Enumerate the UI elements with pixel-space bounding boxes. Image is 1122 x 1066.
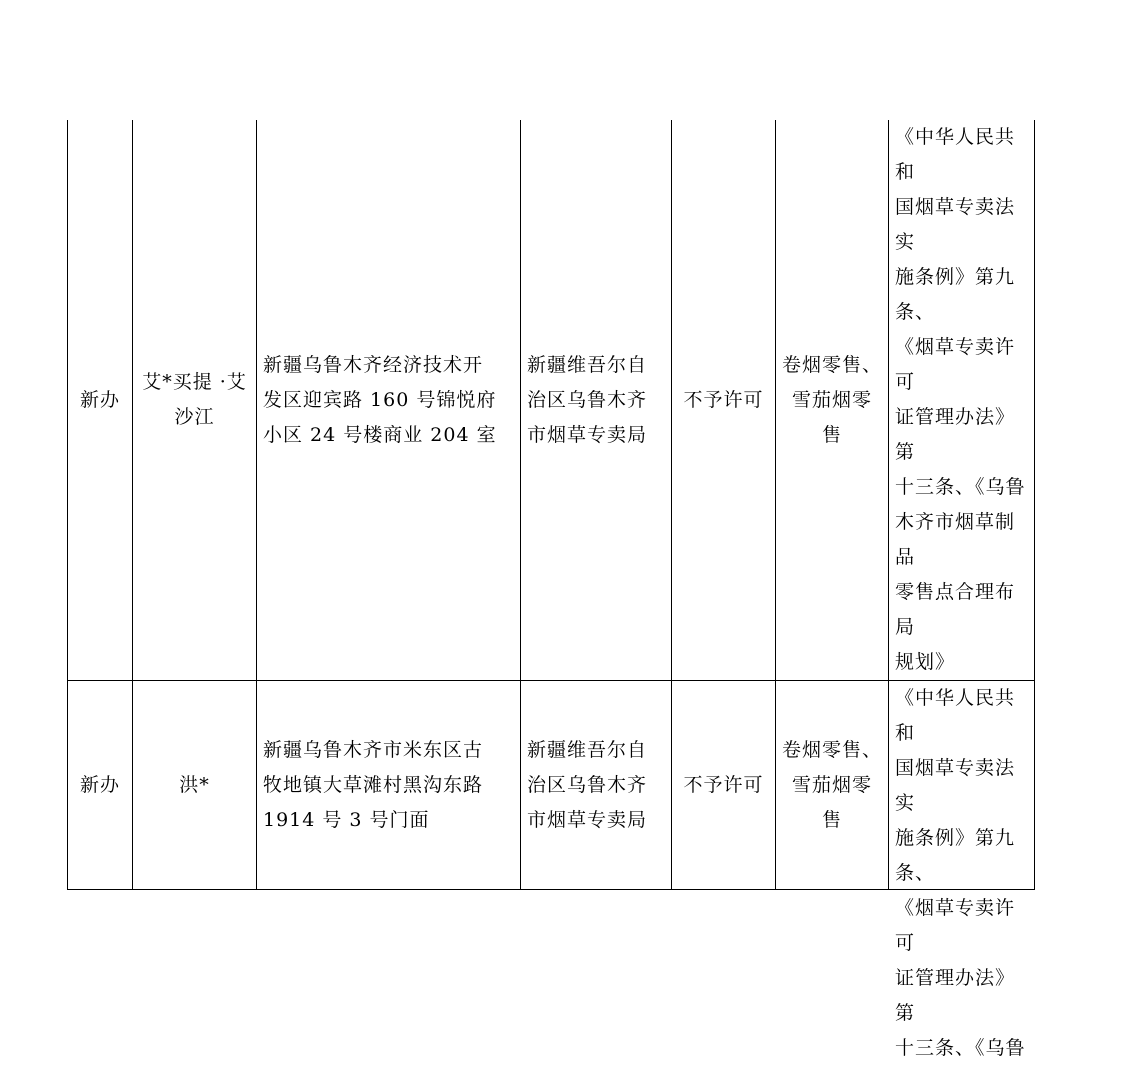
business-address-cell (257, 120, 521, 681)
issuing-authority: 新疆维吾尔自 治区乌鲁木齐 市烟草专卖局 (527, 738, 648, 831)
table-row (68, 120, 1035, 681)
applicant-name: 艾*买提 ·艾 沙江 (142, 371, 247, 428)
applicant-name-cell (133, 681, 257, 890)
application-type-cell (68, 681, 133, 890)
business-address-cell (257, 681, 521, 890)
business-scope: 卷烟零售、 雪茄烟零 售 (782, 353, 883, 446)
decision: 不予许可 (683, 388, 764, 411)
applicant-name: 洪* (179, 773, 210, 796)
business-address: 新疆乌鲁木齐经济技术开 发区迎宾路 160 号锦悦府 小区 24 号楼商业 204 室 (263, 353, 497, 446)
decision: 不予许可 (683, 773, 764, 796)
business-scope: 卷烟零售、 雪茄烟零 售 (782, 738, 883, 831)
business-scope-cell (776, 681, 889, 890)
application-type: 新办 (79, 773, 120, 796)
business-address: 新疆乌鲁木齐市米东区古 牧地镇大草滩村黑沟东路 1914 号 3 号门面 (263, 738, 484, 831)
application-type-cell (68, 120, 133, 681)
decision-cell (672, 120, 776, 681)
legal-basis-cell (889, 681, 1035, 1059)
issuing-authority-cell (521, 120, 672, 681)
applicant-name-cell (133, 120, 257, 681)
permit-decision-table (67, 120, 1035, 1059)
issuing-authority-cell (521, 681, 672, 890)
business-scope-cell (776, 120, 889, 681)
table-row (68, 681, 1035, 890)
decision-cell (672, 681, 776, 890)
issuing-authority: 新疆维吾尔自 治区乌鲁木齐 市烟草专卖局 (527, 353, 648, 446)
application-type: 新办 (79, 388, 120, 411)
legal-basis: 《中华人民共和 国烟草专卖法实 施条例》第九条、 《烟草专卖许可 证管理办法》第 十三条、《乌鲁 木齐市烟草制品 零售点合理布局 规划》 (895, 126, 1026, 673)
legal-basis: 《中华人民共和 国烟草专卖法实 施条例》第九条、 《烟草专卖许可 证管理办法》第 十三条、《乌鲁 (895, 687, 1026, 1059)
legal-basis-cell (889, 120, 1035, 681)
